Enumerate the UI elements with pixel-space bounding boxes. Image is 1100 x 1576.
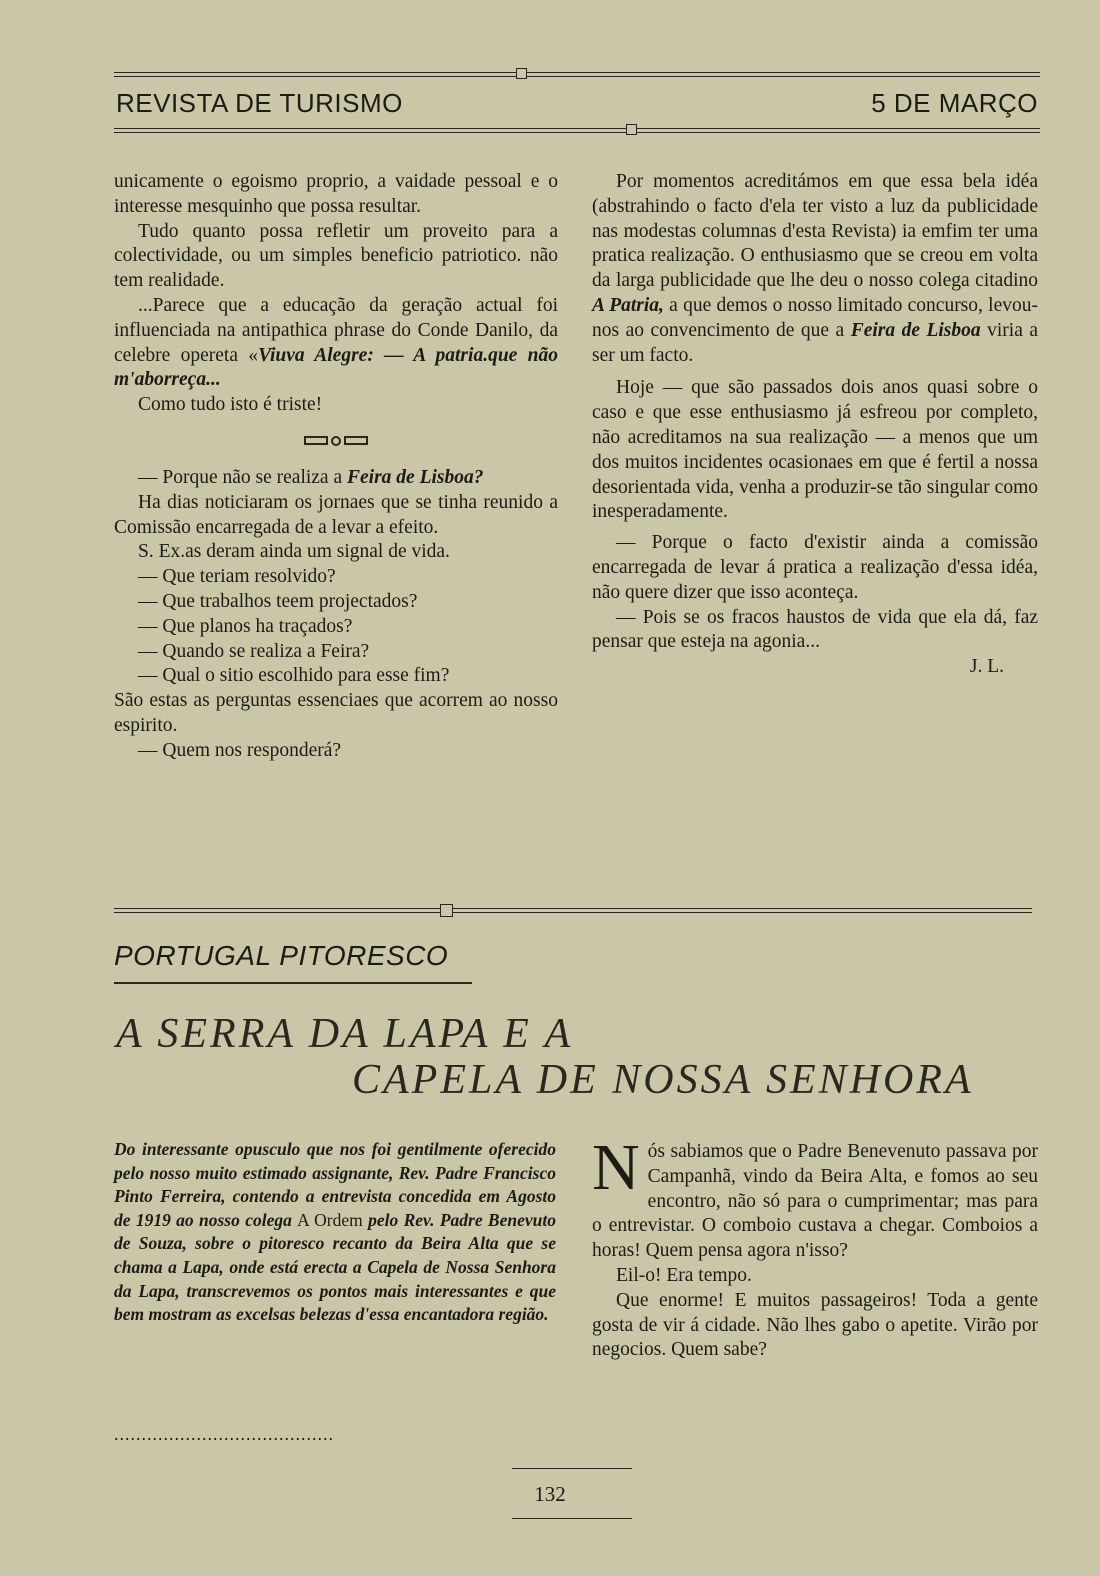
right-column: [592, 170, 1038, 680]
paragraph: Hoje — que são passados dois anos quasi sobre o caso e que esse enthusiasmo já esfreou por completo, não acreditamos na sua realização — a menos que um dos muitos incidentes ocasionaes em que é fertil a nossa desorientada vida, venha a produzir-se tão singular como inesperadamente.: [592, 377, 1038, 523]
section-divider: [114, 906, 1032, 916]
rule-ornament: [626, 124, 637, 135]
ellipsis-line: ........................................: [114, 1424, 334, 1444]
header-rule-top: [114, 70, 1040, 80]
rule-ornament: [516, 68, 527, 79]
text-span: ...Parece que a educação da geração actual foi influenciada na antipathica phrase do Conde Danilo, da celebre opereta «: [114, 294, 558, 366]
rule-ornament: [440, 904, 453, 917]
article-body: [592, 1131, 1038, 1363]
paragraph: unicamente o egoismo proprio, a vaidade pessoal e o interesse mesquinho que possa resultar.: [114, 171, 558, 217]
footer-rule: [512, 1518, 632, 1519]
paragraph: Que enorme! E muitos passageiros! Toda a gente gosta de vir á cidade. Não lhes gabo o apetite. Virão por negocios. Quem sabe?: [592, 1289, 1038, 1361]
section-ornament: [114, 428, 558, 452]
question: — Quem nos responderá?: [138, 739, 342, 761]
text-span: — Porque não se realiza a: [138, 466, 347, 488]
text-span: Por momentos acreditámos em que essa bela idéa (abstrahindo o facto d'ela ter visto a luz da publicidade nas modestas columnas d'esta Revista) ia emfim ter uma pratica realização. O enthusiasmo que se creou em volta da larga publicidade que lhe deu o nosso colega citadino: [592, 171, 1038, 292]
paragraph: [114, 294, 558, 393]
page-number: 132: [534, 1482, 566, 1506]
italic-term: Feira de Lisboa?: [347, 466, 484, 488]
paragraph: — Porque o facto d'existir ainda a comissão encarregada de levar á pratica a realização d'essa idéa, não quere dizer que isso aconteça.: [592, 532, 1038, 603]
signature: J. L.: [969, 656, 1004, 678]
paragraph: Tudo quanto possa refletir um proveito para a colectividade, ou um simples beneficio patriotico. não tem realidade.: [114, 220, 558, 292]
question: — Que teriam resolvido?: [138, 566, 336, 588]
question: — Qual o sitio escolhido para esse fim?: [138, 665, 450, 687]
text-span: Do interessante opusculo que nos foi gentilmente oferecido pelo nosso muito estimado assignante, Rev. Padre Francisco Pinto Ferreira, contendo a entrevista concedida em Agosto de 1919 ao nosso colega: [114, 1139, 556, 1230]
question: — Quando se realiza a Feira?: [138, 640, 370, 662]
headline-line-2: CAPELA DE NOSSA SENHORA: [352, 1057, 974, 1103]
paragraph: Como tudo isto é triste!: [138, 394, 323, 416]
italic-quote: Viuva Alegre: — A patria.que não m'aborreça...: [114, 344, 558, 391]
question: — Que planos ha traçados?: [138, 615, 353, 637]
left-column: [114, 170, 558, 764]
question: — Que trabalhos teem projectados?: [138, 590, 418, 612]
text-span: pelo Rev. Padre Benevuto de Souza, sobre o pitoresco recanto da Beira Alta que se chama a Lapa, onde está erecta a Capela de Nossa Senhora da Lapa, transcrevemos os pontos mais interessantes e que bem mostram as excelsas belezas d'essa encantadora região.: [114, 1209, 556, 1325]
paragraph: — Pois se os fracos haustos de vida que ela dá, faz pensar que esteja na agonia...: [592, 606, 1038, 653]
article-intro: [114, 1138, 556, 1327]
newspaper-name: A Ordem: [297, 1209, 363, 1230]
paragraph: Ha dias noticiaram os jornaes que se tinha reunido a Comissão encarregada de a levar a efeito.: [114, 491, 558, 538]
drop-cap: N: [592, 1131, 640, 1204]
header-rule-bottom: [114, 126, 1040, 136]
paragraph: [592, 170, 1038, 368]
paragraph: [114, 466, 558, 491]
headline-line-1: A SERRA DA LAPA E A: [116, 1011, 574, 1057]
paragraph: São estas as perguntas essenciaes que acorrem ao nosso espirito.: [114, 690, 558, 736]
paragraph: S. Ex.as deram ainda um signal de vida.: [138, 541, 450, 563]
italic-term: Feira de Lisboa: [850, 319, 981, 341]
title-underline: [114, 982, 472, 984]
italic-term: A Patria,: [592, 294, 664, 316]
text-span: viria a ser um facto.: [592, 319, 1038, 366]
paragraph: Eil-o! Era tempo.: [616, 1264, 752, 1286]
text-span: ós sabiamos que o Padre Benevenuto passava por Campanhã, vindo da Beira Alta, e fomos ao seu encontro, não só para o cumprimentar; mas para o entrevistar. O comboio custava a chegar. Comboios a horas! Quem pensa agora n'isso?: [592, 1141, 1038, 1262]
text-span: a que demos o nosso limitado concurso, levou-nos ao convencimento de que a: [592, 294, 1038, 341]
section-title: PORTUGAL PITORESCO: [114, 940, 449, 971]
issue-date: 5 DE MARÇO: [871, 88, 1038, 118]
paragraph: [592, 1131, 1038, 1264]
running-title: REVISTA DE TURISMO: [116, 88, 403, 118]
footer-rule: [512, 1468, 632, 1469]
